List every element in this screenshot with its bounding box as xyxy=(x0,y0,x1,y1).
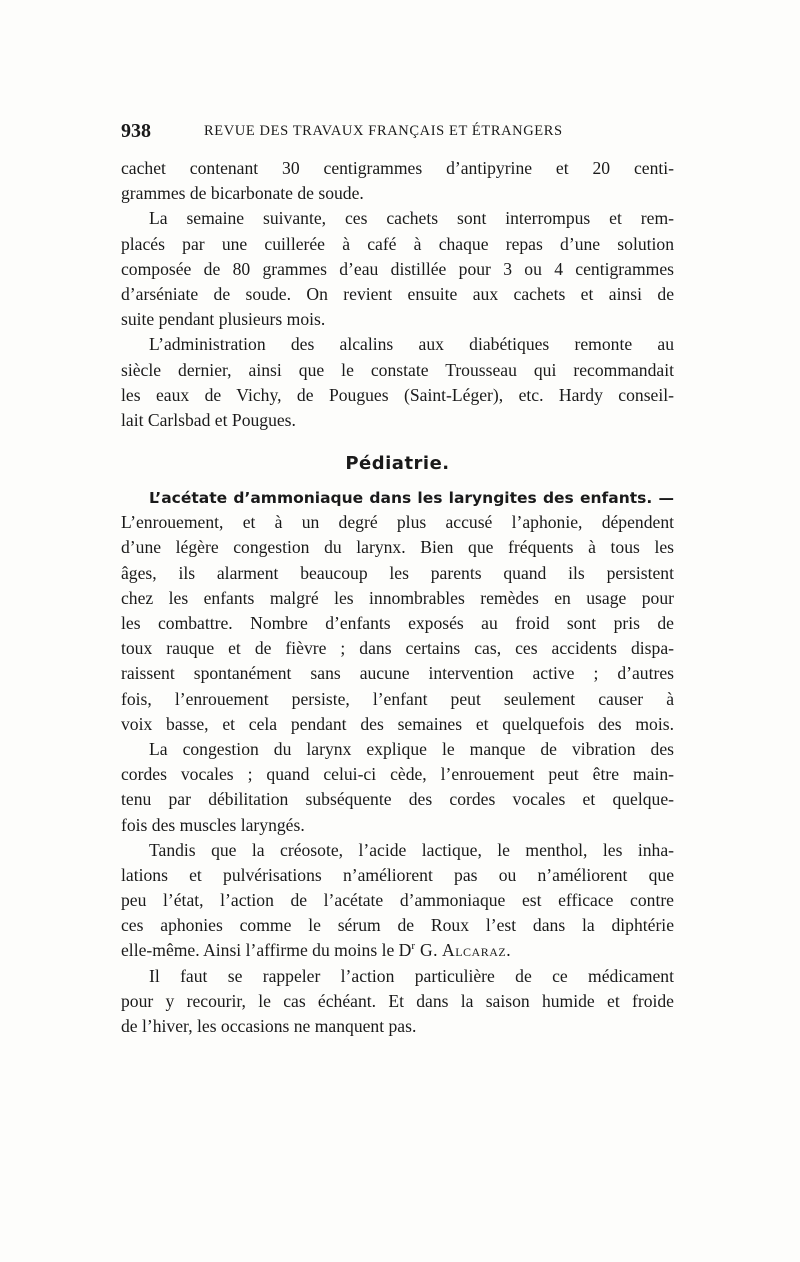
text-line: L’administration des alcalins aux diabétiques remonte au xyxy=(149,334,674,355)
text-line: Il faut se rappeler l’action particulière de ce médicament xyxy=(149,965,674,986)
line-text: elle-même. Ainsi l’affirme du moins le D xyxy=(121,940,412,961)
text-line: L’enrouement, et à un degré plus accusé l’aphonie, dépendent xyxy=(121,512,674,533)
text-line: grammes de bicarbonate de soude. xyxy=(121,183,364,204)
title-abbrev: r xyxy=(411,940,416,953)
text-line: composée de 80 grammes d’eau distillée pour 3 ou 4 centigrammes xyxy=(121,258,674,279)
text-line: ces aphonies comme le sérum de Roux l’est dans la diphtérie xyxy=(121,915,674,936)
paragraph-2 xyxy=(121,206,674,332)
text-line: tenu par débilitation subséquente des cordes vocales et quelque- xyxy=(121,789,674,810)
text-line: cordes vocales ; quand celui-ci cède, l’enrouement peut être main- xyxy=(121,764,674,785)
text-line: raissent spontanément sans aucune intervention active ; d’autres xyxy=(121,663,674,684)
paragraph-3 xyxy=(121,332,674,433)
text-line: peu l’état, l’action de l’acétate d’ammoniaque est efficace contre xyxy=(121,890,674,911)
running-header xyxy=(121,120,681,142)
paragraph-5 xyxy=(121,737,674,838)
text-line: cachet contenant 30 centigrammes d’antipyrine et 20 centi- xyxy=(121,158,674,178)
author-name: G. Alcaraz xyxy=(415,940,507,961)
text-line: Tandis que la créosote, l’acide lactique, le menthol, les inha- xyxy=(149,839,674,860)
text-line: chez les enfants malgré les innombrables remèdes en usage pour xyxy=(121,587,674,608)
text-line: suite pendant plusieurs mois. xyxy=(121,309,326,330)
article-title: L’acétate d’ammoniaque dans les laryngites des enfants. xyxy=(149,489,653,508)
body-text xyxy=(121,156,674,1039)
paragraph-6 xyxy=(121,838,674,964)
text-line: La congestion du larynx explique le manque de vibration des xyxy=(149,738,674,759)
text-line: lait Carlsbad et Pougues. xyxy=(121,409,296,430)
paragraph-1 xyxy=(121,156,674,206)
text-line: pour y recourir, le cas échéant. Et dans la saison humide et froide xyxy=(121,990,674,1011)
text-line: fois, l’enrouement persiste, l’enfant peut seulement causer à xyxy=(121,688,674,709)
text-line xyxy=(121,938,674,963)
article-pediatrie xyxy=(121,485,674,737)
running-title: REVUE DES TRAVAUX FRANÇAIS ET ÉTRANGERS xyxy=(204,123,563,139)
text-line: les combattre. Nombre d’enfants exposés au froid sont pris de xyxy=(121,613,674,633)
text-line: âges, ils alarment beaucoup les parents quand ils persistent xyxy=(121,562,674,583)
text-line: d’une légère congestion du larynx. Bien que fréquents à tous les xyxy=(121,537,674,558)
title-dash: — xyxy=(652,489,674,508)
page-number: 938 xyxy=(121,120,151,142)
text-line: toux rauque et de fièvre ; dans certains cas, ces accidents dispa- xyxy=(121,638,674,659)
text-line: les eaux de Vichy, de Pougues (Saint-Léger), etc. Hardy conseil- xyxy=(121,384,674,405)
text-line: d’arséniate de soude. On revient ensuite aux cachets et ainsi de xyxy=(121,283,674,304)
text-line: La semaine suivante, ces cachets sont interrompus et rem- xyxy=(149,208,674,229)
section-title: Pédiatrie. xyxy=(345,453,450,475)
paragraph-7 xyxy=(121,964,674,1040)
text-line: siècle dernier, ainsi que le constate Trousseau qui recommandait xyxy=(121,359,674,380)
line-end: . xyxy=(506,940,511,961)
text-line: fois des muscles laryngés. xyxy=(121,814,305,835)
text-line: lations et pulvérisations n’améliorent pas ou n’améliorent que xyxy=(121,864,674,885)
text-line: voix basse, et cela pendant des semaines et quelquefois des mois. xyxy=(121,713,674,734)
text-line: de l’hiver, les occasions ne manquent pas. xyxy=(121,1016,417,1036)
article-title-line xyxy=(121,485,674,510)
text-line: placés par une cuillerée à café à chaque repas d’une solution xyxy=(121,233,674,254)
